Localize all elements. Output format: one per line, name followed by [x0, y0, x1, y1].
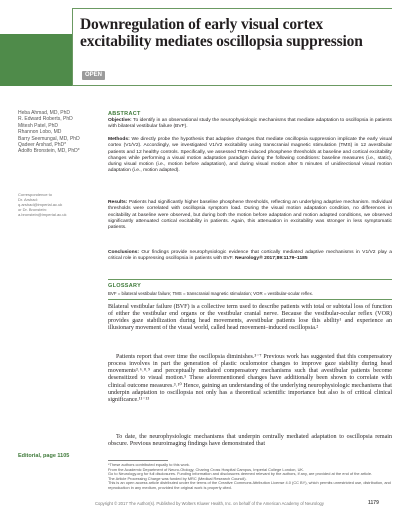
correspondence-email[interactable]: q.arshad@imperial.ac.uk	[18, 202, 63, 207]
abstract-results	[108, 200, 392, 231]
footnote: Go to Neurology.org for full disclosures. Funding information and disclosures deemed relevant by the authors, if any, are provided at the end of the article.	[108, 471, 373, 477]
divider	[108, 299, 392, 300]
results-text: Patients had significantly higher baseline phosphene thresholds, reflecting an underlying adaptive mechanism. Individual thresholds were correlated with oscillopsia symptom load. During the visual motion adaptation condition, no differences in excitability at baseline were observed, but during both the motion before adaptation and motion adapted conditions, we observed significantly attenuated cortical excitability in patients. Again, this attenuation in excitability was stronger in less symptomatic patients.	[108, 200, 392, 231]
footnote-divider	[108, 460, 168, 461]
abstract-objective	[108, 118, 392, 131]
author-list	[18, 110, 96, 155]
citation: Neurology® 2017;89:1179–1185	[234, 256, 308, 262]
footnote: The Article Processing Charge was funded by MRC (Medical Research Council).	[108, 475, 247, 481]
abstract-methods	[108, 137, 392, 175]
footnote: From the Academic Department of Neuro-Otology, Charing Cross Hospital Campus, Imperial College London, UK.	[108, 466, 305, 472]
author-name: R. Edward Roberts, PhD	[18, 116, 73, 123]
correspondence-line: Dr. Arshad:	[18, 197, 38, 202]
objective-text: To identify in an observational study the neurophysiologic mechanisms that mediate adaptation to oscillopsia in patients with bilateral vestibular failure (BVF).	[108, 118, 392, 130]
author-name: Rhannon Lobo, MD	[18, 129, 62, 136]
author-name: Heba Ahmad, MD, PhD	[18, 110, 70, 116]
open-access-badge: OPEN	[82, 71, 105, 80]
correspondence-line: or Dr. Bronstein:	[18, 207, 47, 212]
body-paragraph: Patients report that over time the oscillopsia diminishes.³⁻⁷ Previous work has suggested that this compensatory process involves in part the generation of plastic oculomotor changes to improve gaze stability during head movements³˒⁶˒⁸˒⁹ and perceptually mediated compensatory mechanisms such that avestibular patients become desensitized to visual motion.⁵ These aforementioned changes have additionally been shown to correlate with clinical outcome measures.³˒¹⁰ Hence, gaining an understanding of the underlying neurophysiologic mechanisms that underpin adaptation to oscillopsia not only has a theoretical scientific importance but also is of critical clinical significance.¹¹⁻¹³	[108, 354, 392, 403]
article-title: Downregulation of early visual cortex excitability mediates oscillopsia suppression	[80, 16, 363, 50]
editorial-link[interactable]: Editorial, page 1105	[18, 453, 70, 459]
title-accent-strip	[0, 34, 72, 86]
author-name: Barry Seemungal, MD, PhD	[18, 135, 80, 142]
correspondence-line: Correspondence to	[18, 192, 53, 197]
correspondence-email[interactable]: a.bronstein@imperial.ac.uk	[18, 212, 67, 217]
page-number: 1179	[368, 500, 379, 506]
footnotes	[108, 463, 392, 491]
methods-label: Methods:	[108, 137, 130, 142]
glossary-heading: GLOSSARY	[108, 283, 142, 289]
correspondence-block	[18, 192, 96, 217]
glossary-text: BVF = bilateral vestibular failure; TMS = transcranial magnetic stimulation; VOR = vestibular-ocular reflex.	[108, 291, 314, 296]
author-name: Adolfo Bronstein, MD, PhD*	[18, 148, 80, 155]
footnote: This is an open access article distributed under the terms of the Creative Commons Attribution License 4.0 (CC BY), which permits unrestricted use, distribution, and reproduction in any medium, provided the original work is properly cited.	[108, 480, 391, 490]
methods-text: We directly probe the hypothesis that adaptive changes that mediate oscillopsia suppression implicate the early visual cortex (V1/V2). Accordingly, we investigated V1/V2 excitability using transcranial magnetic stimulation (TMS) in 12 avestibular patients and 12 healthy controls. Specifically, we assessed TMS-induced phosphene thresholds at baseline and cortical excitability changes while performing a visual motion adaptation paradigm during the following conditions: baseline measures (i.e., static), during visual motion (i.e., motion before adaptation), and during visual motion after 5 minutes of unidirectional visual motion adaptation (i.e., motion adapted).	[108, 137, 393, 174]
copyright-footer: Copyright © 2017 The Author(s). Published by Wolters Kluwer Health, Inc. on behalf of the American Academy of Neurology	[95, 501, 324, 506]
objective-label: Objective:	[108, 118, 132, 123]
author-name: Mitesh Patel, PhD	[18, 122, 59, 129]
results-label: Results:	[108, 200, 128, 205]
divider	[108, 279, 392, 280]
footnote: *These authors contributed equally to this work.	[108, 462, 190, 467]
body-paragraph: Bilateral vestibular failure (BVF) is a collective term used to describe patients with total or subtotal loss of function of either the vestibular end organs or the vestibular cranial nerve. Because the vestibular-ocular reflex (VOR) provides gaze stabilization during head movements, avestibular patients lose this ability¹ and experience an illusionary movement of the visual world, called head movement–induced oscillopsia.²	[108, 304, 392, 332]
body-paragraph: To date, the neurophysiologic mechanisms that underpin centrally mediated adaptation to oscillopsia remain obscure. Previous neuroimaging findings have demonstrated that	[108, 434, 392, 448]
abstract-conclusions	[108, 250, 392, 263]
conclusions-text: Our findings provide neurophysiologic evidence that cortically mediated adaptive mechanisms in V1/V2 play a critical role in suppressing oscillopsia in patients with BVF.	[108, 250, 392, 262]
abstract-heading: ABSTRACT	[108, 111, 141, 117]
conclusions-label: Conclusions:	[108, 250, 139, 255]
author-name: Qadeer Arshad, PhD*	[18, 142, 67, 149]
